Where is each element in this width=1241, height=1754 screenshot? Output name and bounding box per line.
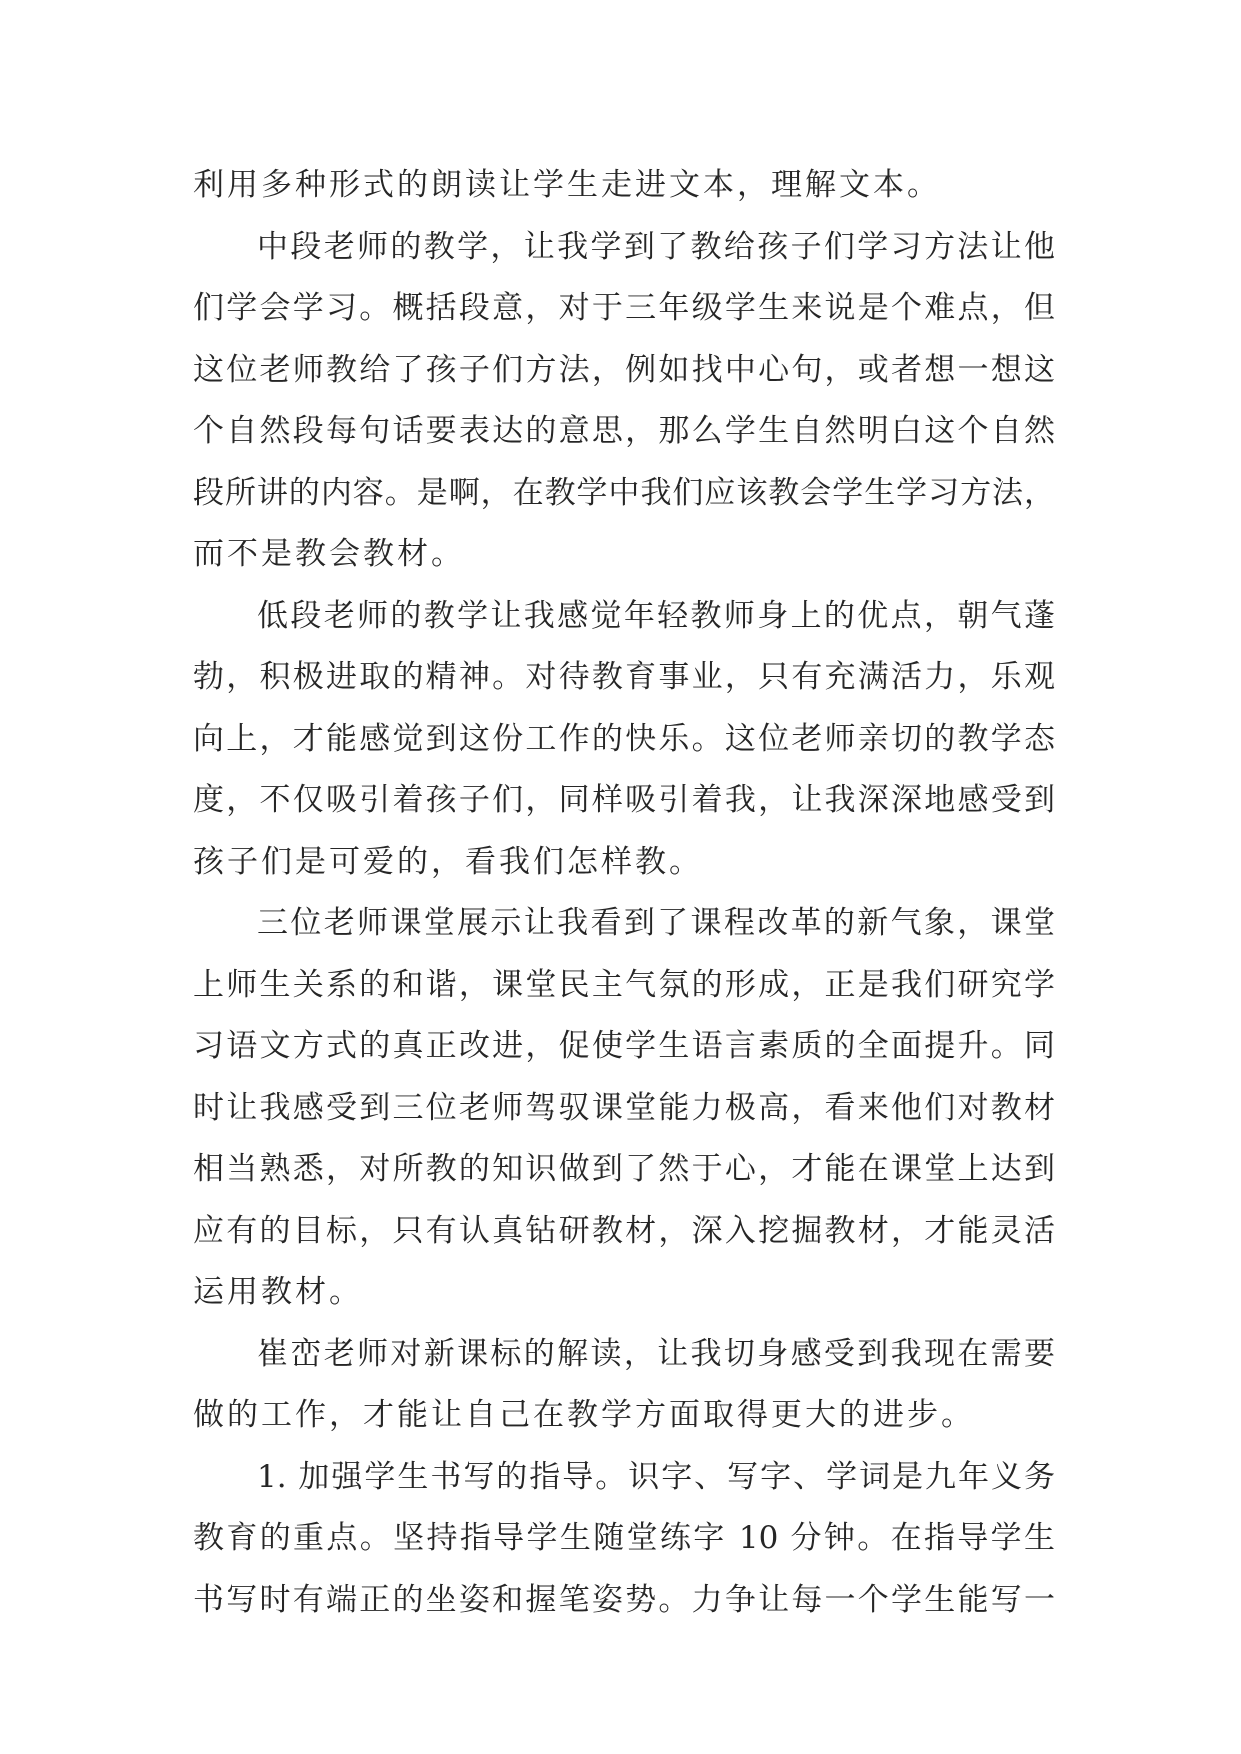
text-line: 三位老师课堂展示让我看到了课程改革的新气象，课堂 [257, 905, 1055, 941]
text-line: 度，不仅吸引着孩子们，同样吸引着我，让我深深地感受到 [193, 782, 1055, 818]
text-line: 书写时有端正的坐姿和握笔姿势。力争让每一个学生能写一 [193, 1582, 1055, 1618]
text-line: 低段老师的教学让我感觉年轻教师身上的优点，朝气蓬 [257, 598, 1055, 634]
text-line: 们学会学习。概括段意，对于三年级学生来说是个难点，但 [193, 290, 1055, 326]
text-line: 中段老师的教学，让我学到了教给孩子们学习方法让他 [257, 229, 1055, 265]
text-line: 运用教材。 [193, 1274, 363, 1310]
text-line: 段所讲的内容。是啊，在教学中我们应该教会学生学习方法， [193, 475, 1055, 511]
text-line: 上师生关系的和谐，课堂民主气氛的形成，正是我们研究学 [193, 967, 1055, 1003]
text-line: 崔峦老师对新课标的解读，让我切身感受到我现在需要 [257, 1336, 1055, 1372]
text-line: 做的工作，才能让自己在教学方面取得更大的进步。 [193, 1397, 975, 1433]
text-line: 相当熟悉，对所教的知识做到了然于心，才能在课堂上达到 [193, 1151, 1055, 1187]
text-line: 勃，积极进取的精神。对待教育事业，只有充满活力，乐观 [193, 659, 1055, 695]
text-line: 习语文方式的真正改进，促使学生语言素质的全面提升。同 [193, 1028, 1055, 1064]
text-line: 向上，才能感觉到这份工作的快乐。这位老师亲切的教学态 [193, 721, 1055, 757]
text-line: 时让我感受到三位老师驾驭课堂能力极高，看来他们对教材 [193, 1090, 1055, 1126]
text-line: 孩子们是可爱的，看我们怎样教。 [193, 844, 703, 880]
text-line: 这位老师教给了孩子们方法，例如找中心句，或者想一想这 [193, 352, 1055, 388]
text-line: 应有的目标，只有认真钻研教材，深入挖掘教材，才能灵活 [193, 1213, 1055, 1249]
text-line: 利用多种形式的朗读让学生走进文本，理解文本。 [193, 167, 941, 203]
text-line: 教育的重点。坚持指导学生随堂练字 10 分钟。在指导学生 [193, 1520, 1055, 1556]
text-line: 1. 加强学生书写的指导。识字、写字、学词是九年义务 [257, 1459, 1055, 1495]
text-line: 个自然段每句话要表达的意思，那么学生自然明白这个自然 [193, 413, 1055, 449]
text-line: 而不是教会教材。 [193, 536, 465, 572]
